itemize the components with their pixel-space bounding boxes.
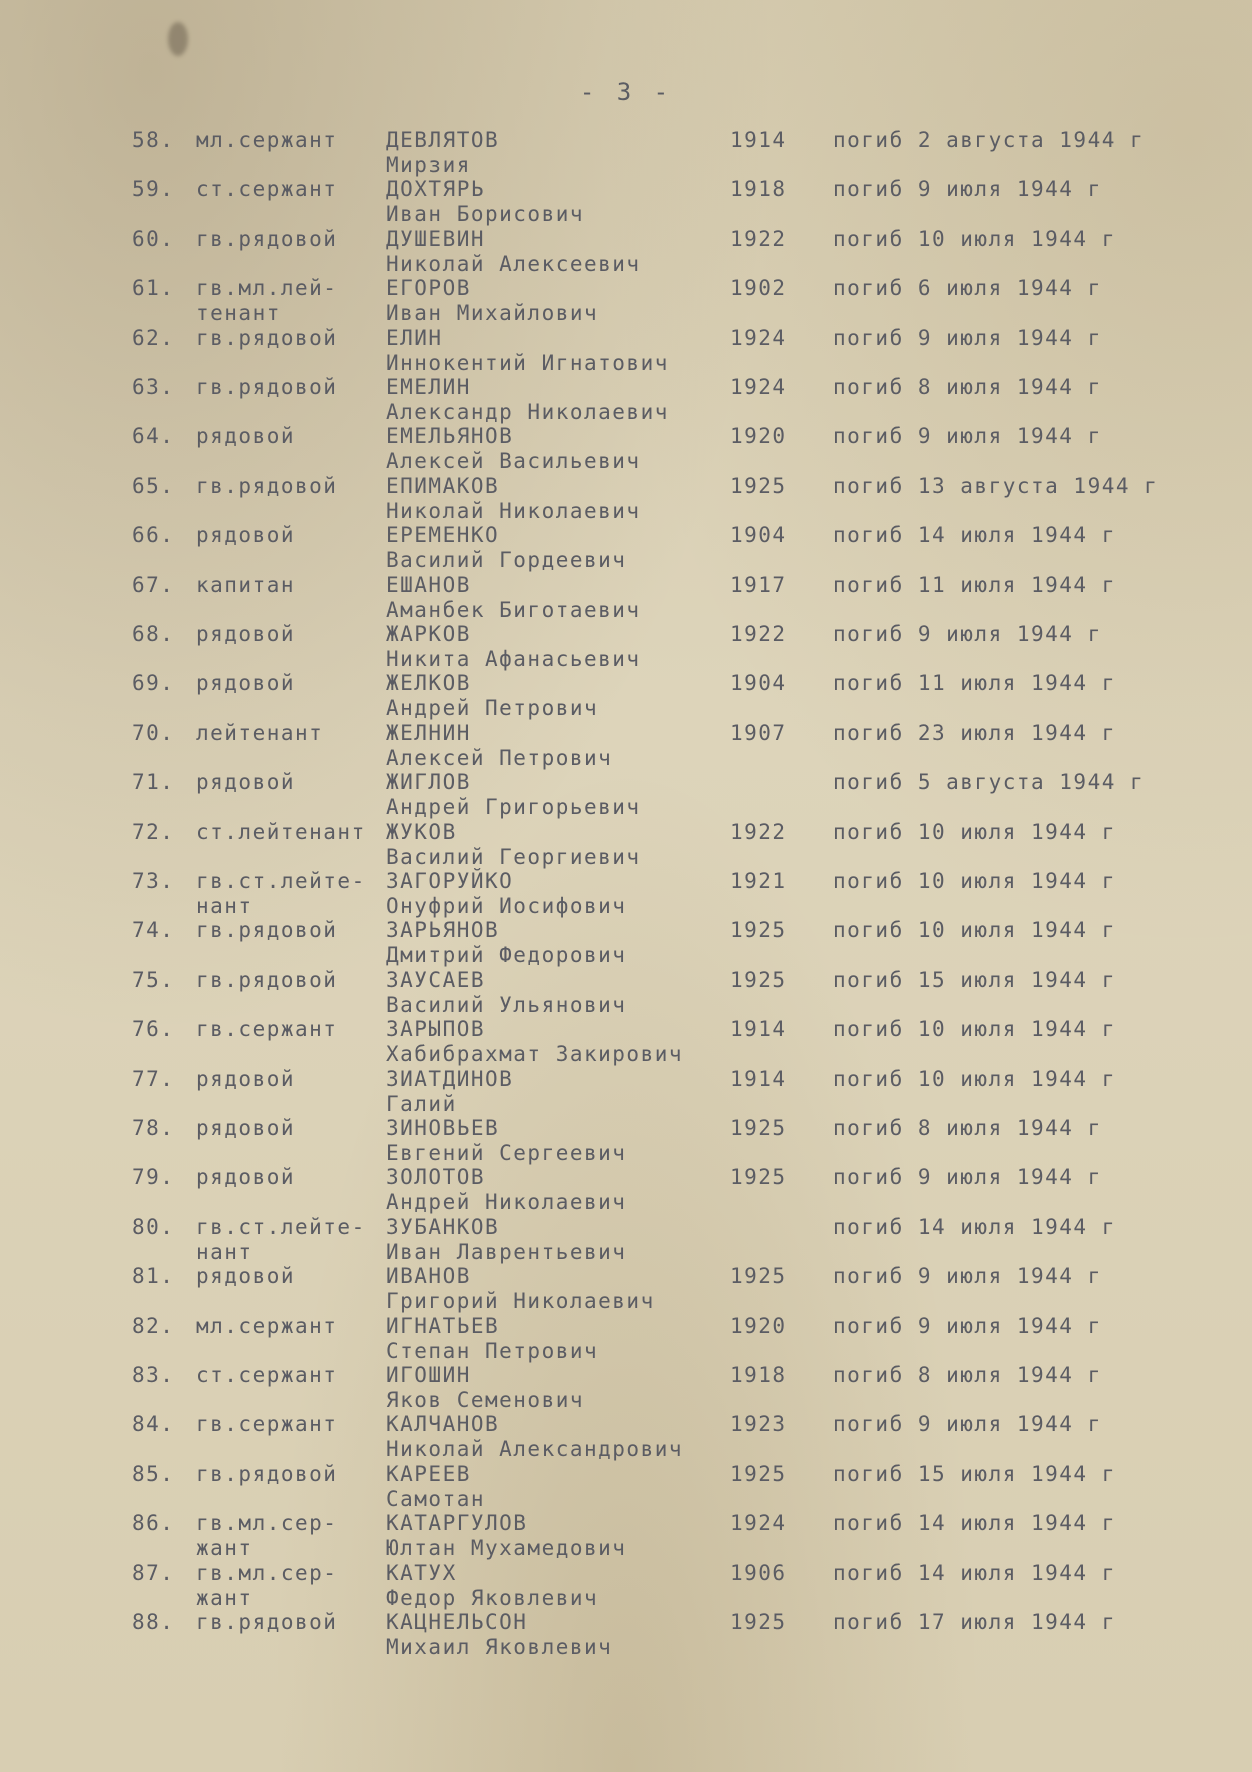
entry-rank: рядовой — [196, 622, 296, 646]
entry-birth-year: 1924 — [730, 1511, 787, 1536]
entry-surname: ЕРЕМЕНКО — [386, 523, 500, 548]
entry-given-names: Евгений Сергеевич — [386, 1141, 627, 1165]
entry-death-date: погиб 10 июля 1944 г — [833, 1017, 1116, 1042]
list-item — [0, 918, 1252, 968]
entry-rank: рядовой — [196, 1066, 296, 1091]
entry-given-names: Иван Михайлович — [386, 301, 599, 326]
list-item — [0, 1067, 1252, 1117]
entry-given-names: Николай Николаевич — [386, 498, 641, 523]
entry-surname: ДЕВЛЯТОВ — [386, 128, 500, 152]
entry-death-date: погиб 8 июля 1944 г — [833, 375, 1102, 399]
entry-death-date: погиб 2 августа 1944 г — [833, 128, 1145, 152]
entry-number: 72. — [132, 819, 175, 844]
entry-surname: ЖЕЛНИН — [386, 720, 471, 745]
entry-number: 85. — [132, 1461, 175, 1486]
entry-number: 58. — [132, 128, 175, 152]
list-item — [0, 573, 1252, 623]
list-item — [0, 968, 1252, 1018]
entry-birth-year: 1914 — [730, 1066, 787, 1091]
list-item — [0, 276, 1252, 326]
entry-rank: рядовой — [196, 424, 296, 449]
entry-given-names: Алексей Васильевич — [386, 449, 641, 474]
list-item — [0, 1610, 1252, 1660]
entry-number: 82. — [132, 1313, 175, 1338]
entry-birth-year: 1921 — [730, 869, 787, 893]
entry-birth-year: 1923 — [730, 1412, 787, 1437]
entry-death-date: погиб 13 августа 1944 г — [833, 473, 1159, 498]
entry-birth-year: 1925 — [730, 1165, 787, 1190]
entry-given-names: Хабибрахмат Закирович — [386, 1042, 684, 1067]
entry-birth-year: 1924 — [730, 375, 787, 399]
entry-rank: гв.рядовой — [196, 1461, 338, 1486]
entry-number: 65. — [132, 473, 175, 498]
entry-rank: гв.ст.лейте- нант — [196, 1214, 366, 1264]
entry-given-names: Николай Алексеевич — [386, 251, 641, 276]
entry-death-date: погиб 15 июля 1944 г — [833, 967, 1116, 992]
entry-rank: мл.сержант — [196, 1313, 338, 1338]
entry-given-names: Иннокентий Игнатович — [386, 350, 669, 375]
list-item — [0, 1165, 1252, 1215]
entry-rank: лейтенант — [196, 720, 324, 745]
entry-given-names: Василий Георгиевич — [386, 844, 641, 869]
entry-number: 76. — [132, 1017, 175, 1042]
entry-surname: КАЦНЕЛЬСОН — [386, 1610, 528, 1634]
entry-rank: рядовой — [196, 770, 296, 795]
entry-birth-year: 1918 — [730, 177, 787, 202]
entry-number: 62. — [132, 325, 175, 350]
entry-surname: ЕГОРОВ — [386, 276, 471, 301]
entry-number: 88. — [132, 1610, 175, 1634]
entry-number: 73. — [132, 869, 175, 893]
entry-surname: ЗИАТДИНОВ — [386, 1066, 514, 1091]
entry-death-date: погиб 9 июля 1944 г — [833, 424, 1102, 449]
list-item — [0, 622, 1252, 672]
entry-surname: КАТАРГУЛОВ — [386, 1511, 528, 1536]
entry-death-date: погиб 8 июля 1944 г — [833, 1116, 1102, 1140]
entry-death-date: погиб 10 июля 1944 г — [833, 226, 1116, 251]
entry-rank: ст.лейтенант — [196, 819, 366, 844]
entry-death-date: погиб 17 июля 1944 г — [833, 1610, 1116, 1634]
entry-number: 87. — [132, 1560, 175, 1585]
entry-death-date: погиб 23 июля 1944 г — [833, 720, 1116, 745]
entry-birth-year: 1922 — [730, 819, 787, 844]
entry-surname: ЗАУСАЕВ — [386, 967, 486, 992]
entry-birth-year: 1904 — [730, 523, 787, 548]
entry-death-date: погиб 10 июля 1944 г — [833, 869, 1116, 893]
list-item — [0, 227, 1252, 277]
list-item — [0, 1412, 1252, 1462]
entry-surname: КАРЕЕВ — [386, 1461, 471, 1486]
entry-given-names: Василий Гордеевич — [386, 548, 627, 573]
list-item — [0, 1462, 1252, 1512]
list-item — [0, 1561, 1252, 1611]
entry-number: 66. — [132, 523, 175, 548]
entry-rank: гв.сержант — [196, 1412, 338, 1437]
entry-surname: ЖИГЛОВ — [386, 770, 471, 795]
entry-surname: КАЛЧАНОВ — [386, 1412, 500, 1437]
entry-number: 84. — [132, 1412, 175, 1437]
entry-rank: гв.рядовой — [196, 375, 338, 399]
entry-surname: ЕПИМАКОВ — [386, 473, 500, 498]
entry-death-date: погиб 14 июля 1944 г — [833, 523, 1116, 548]
entry-rank: рядовой — [196, 523, 296, 548]
entry-birth-year: 1925 — [730, 918, 787, 943]
entry-number: 69. — [132, 671, 175, 696]
entry-number: 80. — [132, 1214, 175, 1239]
entry-number: 86. — [132, 1511, 175, 1536]
entry-rank: ст.сержант — [196, 1363, 338, 1387]
entry-given-names: Аманбек Биготаевич — [386, 597, 641, 622]
entry-death-date: погиб 10 июля 1944 г — [833, 819, 1116, 844]
entry-surname: ДУШЕВИН — [386, 226, 486, 251]
page-number: - 3 - — [579, 78, 673, 106]
entry-surname: ЖЕЛКОВ — [386, 671, 471, 696]
entry-death-date: погиб 14 июля 1944 г — [833, 1560, 1116, 1585]
entry-number: 61. — [132, 276, 175, 301]
entry-given-names: Василий Ульянович — [386, 992, 627, 1017]
entry-number: 59. — [132, 177, 175, 202]
list-item — [0, 770, 1252, 820]
entry-number: 70. — [132, 720, 175, 745]
list-item — [0, 375, 1252, 425]
entry-given-names: Григорий Николаевич — [386, 1289, 655, 1314]
entry-given-names: Андрей Николаевич — [386, 1190, 627, 1215]
entry-rank: гв.мл.сер- жант — [196, 1511, 338, 1561]
entry-birth-year: 1904 — [730, 671, 787, 696]
entry-rank: гв.рядовой — [196, 1610, 338, 1634]
entry-rank: гв.мл.сер- жант — [196, 1560, 338, 1610]
entry-birth-year: 1920 — [730, 424, 787, 449]
entry-birth-year: 1925 — [730, 1461, 787, 1486]
entry-number: 64. — [132, 424, 175, 449]
list-item — [0, 1017, 1252, 1067]
entry-surname: ЕЛИН — [386, 325, 443, 350]
entry-given-names: Иван Борисович — [386, 202, 585, 227]
entry-surname: ИГОШИН — [386, 1363, 471, 1387]
entry-number: 67. — [132, 572, 175, 597]
entry-death-date: погиб 5 августа 1944 г — [833, 770, 1145, 795]
entry-birth-year: 1914 — [730, 128, 787, 152]
entry-surname: ИГНАТЬЕВ — [386, 1313, 500, 1338]
entry-surname: ЗИНОВЬЕВ — [386, 1116, 500, 1140]
entry-birth-year: 1922 — [730, 226, 787, 251]
entry-death-date: погиб 9 июля 1944 г — [833, 1412, 1102, 1437]
entry-death-date: погиб 11 июля 1944 г — [833, 572, 1116, 597]
entry-surname: ЖУКОВ — [386, 819, 457, 844]
entry-death-date: погиб 14 июля 1944 г — [833, 1511, 1116, 1536]
list-item — [0, 474, 1252, 524]
entry-death-date: погиб 10 июля 1944 г — [833, 918, 1116, 943]
entry-number: 81. — [132, 1264, 175, 1289]
entry-number: 78. — [132, 1116, 175, 1140]
entry-given-names: Андрей Петрович — [386, 696, 599, 721]
entry-rank: ст.сержант — [196, 177, 338, 202]
entry-surname: ЕМЕЛИН — [386, 375, 471, 399]
entry-birth-year: 1906 — [730, 1560, 787, 1585]
entry-birth-year: 1925 — [730, 967, 787, 992]
list-item — [0, 326, 1252, 376]
entry-death-date: погиб 9 июля 1944 г — [833, 1264, 1102, 1289]
entry-birth-year: 1918 — [730, 1363, 787, 1387]
entry-birth-year: 1924 — [730, 325, 787, 350]
entry-surname: ЗАРЫПОВ — [386, 1017, 486, 1042]
list-item — [0, 1363, 1252, 1413]
list-item — [0, 177, 1252, 227]
entry-rank: рядовой — [196, 1165, 296, 1190]
list-item — [0, 1264, 1252, 1314]
list-item — [0, 1116, 1252, 1166]
entry-given-names: Самотан — [386, 1486, 486, 1511]
entry-death-date: погиб 11 июля 1944 г — [833, 671, 1116, 696]
entry-surname: ЖАРКОВ — [386, 622, 471, 646]
entry-death-date: погиб 10 июля 1944 г — [833, 1066, 1116, 1091]
list-item — [0, 869, 1252, 919]
entry-given-names: Степан Петрович — [386, 1338, 599, 1363]
entry-surname: ЗАРЬЯНОВ — [386, 918, 500, 943]
entry-birth-year: 1920 — [730, 1313, 787, 1338]
entry-given-names: Алексей Петрович — [386, 745, 613, 770]
entry-birth-year: 1925 — [730, 473, 787, 498]
entry-number: 75. — [132, 967, 175, 992]
entry-death-date: погиб 9 июля 1944 г — [833, 177, 1102, 202]
entry-number: 68. — [132, 622, 175, 646]
entry-rank: гв.рядовой — [196, 325, 338, 350]
entry-number: 74. — [132, 918, 175, 943]
entry-rank: рядовой — [196, 671, 296, 696]
entry-given-names: Дмитрий Федорович — [386, 943, 627, 968]
entry-given-names: Никита Афанасьевич — [386, 647, 641, 671]
list-item — [0, 671, 1252, 721]
entry-rank: рядовой — [196, 1264, 296, 1289]
entry-birth-year: 1907 — [730, 720, 787, 745]
entry-surname: ЗУБАНКОВ — [386, 1214, 500, 1239]
entry-rank: гв.рядовой — [196, 226, 338, 251]
entry-birth-year: 1922 — [730, 622, 787, 646]
entry-rank: гв.рядовой — [196, 918, 338, 943]
entry-number: 63. — [132, 375, 175, 399]
entry-number: 60. — [132, 226, 175, 251]
entry-rank: гв.рядовой — [196, 473, 338, 498]
entry-rank: гв.рядовой — [196, 967, 338, 992]
entry-surname: ЗОЛОТОВ — [386, 1165, 486, 1190]
entry-given-names: Мирзия — [386, 153, 471, 177]
entry-given-names: Галий — [386, 1091, 457, 1116]
entry-surname: ИВАНОВ — [386, 1264, 471, 1289]
entry-number: 71. — [132, 770, 175, 795]
entry-death-date: погиб 15 июля 1944 г — [833, 1461, 1116, 1486]
entry-given-names: Андрей Григорьевич — [386, 795, 641, 820]
list-item — [0, 1314, 1252, 1364]
entry-birth-year: 1902 — [730, 276, 787, 301]
list-item — [0, 820, 1252, 870]
entry-death-date: погиб 6 июля 1944 г — [833, 276, 1102, 301]
entry-birth-year: 1925 — [730, 1610, 787, 1634]
entry-surname: ДОХТЯРЬ — [386, 177, 486, 202]
list-item — [0, 424, 1252, 474]
list-item — [0, 128, 1252, 178]
list-item — [0, 1511, 1252, 1561]
entry-number: 79. — [132, 1165, 175, 1190]
list-item — [0, 523, 1252, 573]
ink-stain — [168, 22, 188, 56]
entry-surname: ЕШАНОВ — [386, 572, 471, 597]
entry-given-names: Федор Яковлевич — [386, 1585, 599, 1610]
entry-death-date: погиб 14 июля 1944 г — [833, 1214, 1116, 1239]
entry-given-names: Николай Александрович — [386, 1437, 684, 1462]
entry-surname: ЕМЕЛЬЯНОВ — [386, 424, 514, 449]
entry-given-names: Иван Лаврентьевич — [386, 1239, 627, 1264]
entry-death-date: погиб 8 июля 1944 г — [833, 1363, 1102, 1387]
entry-rank: гв.ст.лейте- нант — [196, 869, 366, 918]
list-item — [0, 721, 1252, 771]
entry-given-names: Михаил Яковлевич — [386, 1635, 613, 1659]
entry-birth-year: 1925 — [730, 1264, 787, 1289]
entry-rank: капитан — [196, 572, 296, 597]
entry-birth-year: 1914 — [730, 1017, 787, 1042]
entry-rank: рядовой — [196, 1116, 296, 1140]
entry-death-date: погиб 9 июля 1944 г — [833, 1165, 1102, 1190]
entry-rank: мл.сержант — [196, 128, 338, 152]
entry-birth-year: 1917 — [730, 572, 787, 597]
entry-rank: гв.мл.лей- тенант — [196, 276, 338, 326]
entry-surname: КАТУХ — [386, 1560, 457, 1585]
entry-death-date: погиб 9 июля 1944 г — [833, 325, 1102, 350]
entry-death-date: погиб 9 июля 1944 г — [833, 622, 1102, 646]
entry-birth-year: 1925 — [730, 1116, 787, 1140]
entry-given-names: Александр Николаевич — [386, 400, 669, 424]
entry-surname: ЗАГОРУЙКО — [386, 869, 514, 893]
list-item — [0, 1215, 1252, 1265]
entry-rank: гв.сержант — [196, 1017, 338, 1042]
entry-given-names: Яков Семенович — [386, 1388, 585, 1412]
entry-given-names: Юлтан Мухамедович — [386, 1536, 627, 1561]
entry-death-date: погиб 9 июля 1944 г — [833, 1313, 1102, 1338]
entry-number: 77. — [132, 1066, 175, 1091]
entry-number: 83. — [132, 1363, 175, 1387]
entry-given-names: Онуфрий Иосифович — [386, 894, 627, 918]
